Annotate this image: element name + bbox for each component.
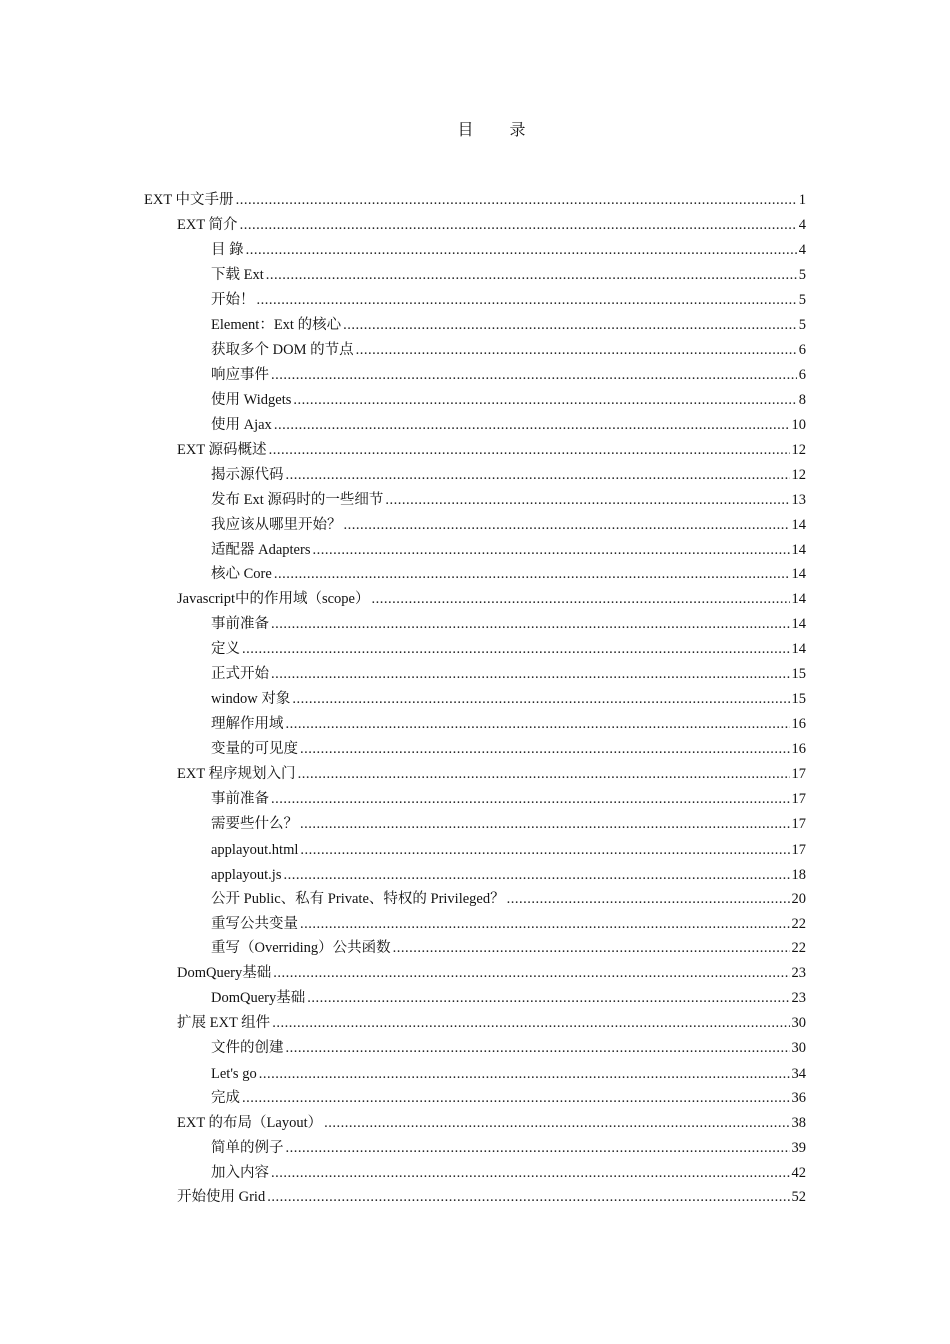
toc-entry[interactable]: [211, 315, 806, 335]
toc-dot-leader: [307, 988, 789, 1008]
toc-entry[interactable]: [211, 465, 806, 485]
toc-dot-leader: [324, 1113, 789, 1133]
toc-entry-title: 变量的可见度: [211, 741, 298, 757]
toc-entry-title: EXT 的布局（Layout）: [177, 1115, 323, 1131]
toc-page-number: 18: [791, 867, 806, 883]
toc-dot-leader: [292, 689, 789, 709]
toc-entry-title: 开始！: [211, 292, 255, 308]
toc-entry-title: 使用 Ajax: [211, 417, 272, 433]
toc-page-number: 23: [791, 990, 806, 1006]
toc-page-number: 15: [791, 666, 806, 682]
toc-entry[interactable]: [211, 938, 806, 958]
toc-dot-leader: [259, 1064, 790, 1084]
toc-page-number: 14: [791, 542, 806, 558]
toc-dot-leader: [356, 340, 797, 360]
toc-dot-leader: [246, 240, 797, 260]
toc-dot-leader: [286, 1038, 790, 1058]
toc-entry-title: 完成: [211, 1090, 240, 1106]
toc-page-number: 1: [798, 192, 806, 208]
toc-dot-leader: [271, 365, 797, 385]
toc-dot-leader: [240, 215, 797, 235]
toc-entry[interactable]: [211, 1088, 806, 1108]
toc-entry-title: 扩展 EXT 组件: [177, 1015, 271, 1031]
toc-entry-title: 适配器 Adapters: [211, 542, 311, 558]
toc-entry[interactable]: [211, 988, 806, 1008]
toc-page-number: 10: [791, 417, 806, 433]
toc-entry[interactable]: [211, 265, 806, 285]
toc-dot-leader: [286, 465, 790, 485]
toc-page-number: 52: [791, 1189, 806, 1205]
toc-entry-title: EXT 程序规划入门: [177, 766, 296, 782]
toc-entry-title: Element：Ext 的核心: [211, 317, 342, 333]
toc-entry[interactable]: [211, 689, 806, 709]
toc-dot-leader: [257, 290, 797, 310]
toc-dot-leader: [293, 390, 796, 410]
toc-entry-title: Javascript中的作用域（scope）: [177, 591, 370, 607]
toc-dot-leader: [269, 440, 790, 460]
toc-entry[interactable]: [211, 789, 806, 809]
toc-page-number: 5: [798, 292, 806, 308]
toc-entry-title: 获取多个 DOM 的节点: [211, 342, 354, 358]
page-title: [0, 117, 950, 140]
toc-page-number: 5: [798, 267, 806, 283]
toc-page-number: 14: [791, 616, 806, 632]
toc-entry-title: applayout.js: [211, 867, 282, 883]
toc-dot-leader: [271, 664, 790, 684]
toc-dot-leader: [273, 963, 789, 983]
toc-dot-leader: [312, 540, 789, 560]
toc-entry[interactable]: [177, 963, 806, 983]
toc-entry[interactable]: [177, 589, 806, 609]
toc-entry[interactable]: [211, 340, 806, 360]
toc-entry-title: DomQuery基础: [177, 965, 272, 981]
toc-entry-title: 下载 Ext: [211, 267, 264, 283]
toc-page-number: 6: [798, 342, 806, 358]
page-title-right: 录: [509, 122, 528, 139]
toc-entry[interactable]: [211, 1064, 806, 1084]
toc-entry-title: 理解作用域: [211, 716, 284, 732]
toc-entry-title: 重写（Overriding）公共函数: [211, 940, 391, 956]
toc-entry-title: 揭示源代码: [211, 467, 284, 483]
toc-dot-leader: [242, 1088, 790, 1108]
toc-entry[interactable]: [144, 190, 806, 210]
toc-entry[interactable]: [211, 914, 806, 934]
toc-dot-leader: [271, 614, 790, 634]
toc-page-number: 15: [791, 691, 806, 707]
toc-entry[interactable]: [211, 1038, 806, 1058]
page-title-left: 目: [457, 122, 476, 139]
toc-page-number: 12: [791, 467, 806, 483]
toc-page-number: 30: [791, 1015, 806, 1031]
toc-page-number: 16: [791, 741, 806, 757]
toc-dot-leader: [286, 1138, 790, 1158]
toc-entry[interactable]: [177, 215, 806, 235]
toc-page-number: 14: [791, 641, 806, 657]
toc-entry-title: 事前准备: [211, 791, 269, 807]
toc-entry[interactable]: [211, 564, 806, 584]
toc-entry[interactable]: [211, 290, 806, 310]
toc-dot-leader: [267, 1187, 789, 1207]
toc-page-number: 17: [791, 766, 806, 782]
toc-dot-leader: [272, 1013, 789, 1033]
toc-page-number: 17: [791, 791, 806, 807]
toc-dot-leader: [300, 914, 790, 934]
toc-entry-title: 开始使用 Grid: [177, 1189, 266, 1205]
toc-entry[interactable]: [177, 440, 806, 460]
toc-page-number: 12: [791, 442, 806, 458]
toc-page-number: 4: [798, 217, 806, 233]
toc-entry-title: 核心 Core: [211, 566, 272, 582]
toc-dot-leader: [236, 190, 797, 210]
toc-dot-leader: [344, 515, 790, 535]
toc-entry-title: 正式开始: [211, 666, 269, 682]
toc-entry-title: EXT 简介: [177, 217, 238, 233]
toc-entry[interactable]: [177, 1113, 806, 1133]
toc-entry-title: 定义: [211, 641, 240, 657]
toc-entry[interactable]: [211, 739, 806, 759]
toc-entry-title: applayout.html: [211, 842, 299, 858]
toc-entry[interactable]: [177, 1013, 806, 1033]
toc-entry[interactable]: [211, 840, 806, 860]
toc-dot-leader: [274, 415, 790, 435]
toc-page-number: 17: [791, 816, 806, 832]
toc-entry-title: Let's go: [211, 1066, 257, 1082]
toc-dot-leader: [271, 789, 790, 809]
toc-entry[interactable]: [211, 614, 806, 634]
toc-page-number: 4: [798, 242, 806, 258]
toc-dot-leader: [343, 315, 797, 335]
toc-entry[interactable]: [211, 714, 806, 734]
toc-entry[interactable]: [211, 415, 806, 435]
toc-page-number: 16: [791, 716, 806, 732]
toc-entry[interactable]: [211, 865, 806, 885]
toc-entry[interactable]: [211, 889, 806, 909]
toc-dot-leader: [286, 714, 790, 734]
toc-page-number: 36: [791, 1090, 806, 1106]
toc-entry[interactable]: [211, 540, 806, 560]
toc-page-number: 42: [791, 1165, 806, 1181]
toc-entry[interactable]: [211, 664, 806, 684]
toc-entry[interactable]: [177, 764, 806, 784]
toc-entry-title: 事前准备: [211, 616, 269, 632]
toc-page-number: 39: [791, 1140, 806, 1156]
toc-entry-title: EXT 源码概述: [177, 442, 267, 458]
toc-entry[interactable]: [211, 365, 806, 385]
toc-entry[interactable]: [211, 639, 806, 659]
toc-dot-leader: [372, 589, 790, 609]
toc-dot-leader: [385, 490, 789, 510]
toc-entry-title: 公开 Public、私有 Private、特权的 Privileged？: [211, 891, 505, 907]
toc-entry-title: 需要些什么？: [211, 816, 298, 832]
toc-page-number: 20: [791, 891, 806, 907]
toc-page-number: 17: [791, 842, 806, 858]
toc-entry-title: 使用 Widgets: [211, 392, 292, 408]
toc-entry[interactable]: [211, 490, 806, 510]
toc-page-number: 22: [791, 940, 806, 956]
toc-dot-leader: [300, 814, 790, 834]
toc-entry-title: 发布 Ext 源码时的一些细节: [211, 492, 384, 508]
toc-entry-title: window 对象: [211, 691, 291, 707]
toc-page-number: 38: [791, 1115, 806, 1131]
toc-dot-leader: [298, 764, 790, 784]
toc-page-number: 14: [791, 566, 806, 582]
toc-entry-title: 我应该从哪里开始？: [211, 517, 342, 533]
toc-entry-title: EXT 中文手册: [144, 192, 234, 208]
toc-entry[interactable]: [211, 390, 806, 410]
toc-dot-leader: [507, 889, 790, 909]
toc-page-number: 14: [791, 591, 806, 607]
toc-entry-title: 文件的创建: [211, 1040, 284, 1056]
toc-page-number: 30: [791, 1040, 806, 1056]
toc-dot-leader: [271, 1163, 790, 1183]
toc-page-number: 23: [791, 965, 806, 981]
toc-entry-title: 响应事件: [211, 367, 269, 383]
toc-page-number: 34: [791, 1066, 806, 1082]
toc-entry-title: 重写公共变量: [211, 916, 298, 932]
toc-page-number: 13: [791, 492, 806, 508]
toc-dot-leader: [300, 739, 790, 759]
toc-entry[interactable]: [177, 1187, 806, 1207]
toc-page-number: 5: [798, 317, 806, 333]
toc-dot-leader: [300, 840, 789, 860]
toc-page-number: 14: [791, 517, 806, 533]
toc-entry-title: 简单的例子: [211, 1140, 284, 1156]
toc-page-number: 6: [798, 367, 806, 383]
toc-dot-leader: [266, 265, 797, 285]
toc-page-number: 22: [791, 916, 806, 932]
toc-page-number: 8: [798, 392, 806, 408]
toc-dot-leader: [393, 938, 790, 958]
toc-entry-title: DomQuery基础: [211, 990, 306, 1006]
toc-entry[interactable]: [211, 1138, 806, 1158]
toc-dot-leader: [283, 865, 789, 885]
toc-entry[interactable]: [211, 814, 806, 834]
toc-entry-title: 加入内容: [211, 1165, 269, 1181]
toc-entry[interactable]: [211, 515, 806, 535]
toc-dot-leader: [274, 564, 790, 584]
toc-entry[interactable]: [211, 1163, 806, 1183]
toc-entry[interactable]: [211, 240, 806, 260]
toc-entry-title: 目 錄: [211, 242, 244, 258]
toc-dot-leader: [242, 639, 790, 659]
